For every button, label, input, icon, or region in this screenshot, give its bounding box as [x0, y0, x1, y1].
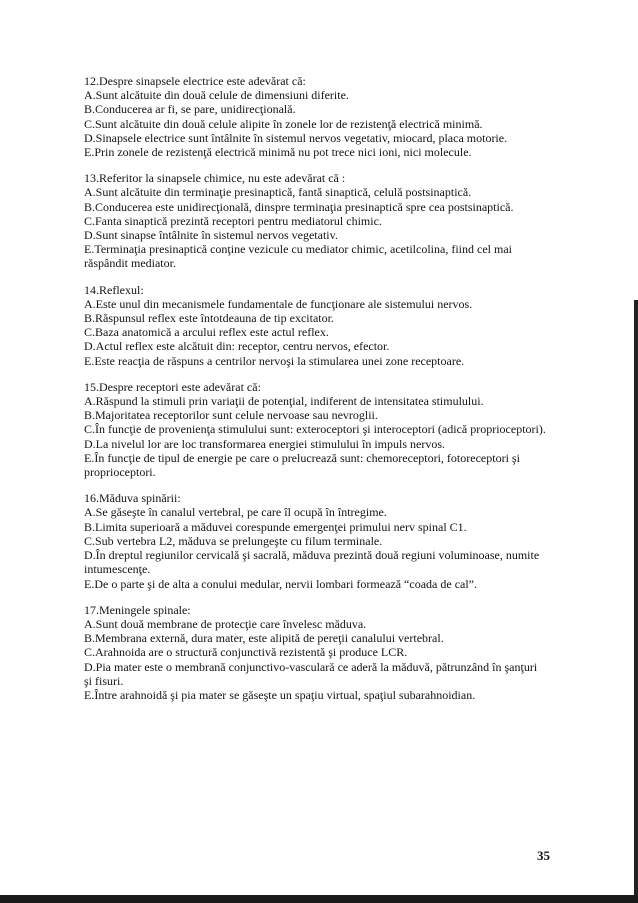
option-a: A.Se găseşte în canalul vertebral, pe care îl ocupă în întregime.: [84, 505, 387, 520]
option-a: A.Sunt alcătuite din terminaţie presinaptică, fantă sinaptică, celulă postsinaptică.: [84, 185, 472, 200]
option-e: E.Între arahnoidă şi pia mater se găseşte un spaţiu virtual, spaţiul subarahnoidian.: [84, 687, 476, 702]
option-e: E.Prin zonele de rezistenţă electrică minimă nu pot trece nici ioni, nici molecule.: [84, 145, 472, 160]
option-d: D.Sunt sinapse întâlnite în sistemul nervos vegetativ.: [84, 228, 338, 243]
option-b: B.Majoritatea receptorilor sunt celule nervoase sau nevroglii.: [84, 408, 378, 423]
question-title: 12.Despre sinapsele electrice este adevărat că:: [84, 74, 306, 88]
option-b: B.Conducerea este unidirecţională, dinspre terminaţia presinaptică spre cea postsinaptică.: [84, 199, 514, 214]
page-number: 35: [537, 848, 550, 863]
option-e: E.În funcţie de tipul de energie pe care o prelucrează sunt: chemoreceptori, fotoreceptori şi proprioceptori.: [84, 450, 520, 480]
option-a: A.Este unul din mecanismele fundamentale de funcţionare ale sistemului nervos.: [84, 296, 473, 311]
option-c: C.Fanta sinaptică prezintă receptori pentru mediatorul chimic.: [84, 213, 382, 228]
option-b: B.Conducerea ar fi, se pare, unidirecţională.: [84, 102, 296, 117]
option-b: B.Limita superioară a măduvei corespunde emergenţei primului nerv spinal C1.: [84, 519, 467, 534]
question-16: [84, 491, 548, 590]
question-15: [84, 380, 548, 479]
option-d: D.Pia mater este o membrană conjunctivo-vasculară ce aderă la măduvă, pătrunzând în şanţuri şi fisuri.: [84, 659, 538, 688]
option-c: C.Sunt alcătuite din două celule alipite în zonele lor de rezistenţă electrică minimă.: [84, 116, 483, 131]
option-c: C.Baza anatomică a arcului reflex este actul reflex.: [84, 325, 329, 340]
option-a: A.Sunt alcătuite din două celule de dimensiuni diferite.: [84, 88, 349, 103]
option-e: E.Terminaţia presinaptică conţine vezicule cu mediator chimic, acetilcolina, fiind cel mai răspândit mediator.: [84, 242, 512, 271]
question-title: 17.Meningele spinale:: [84, 602, 191, 617]
option-c: C.Arahnoida are o structură conjunctivă rezistentă şi produce LCR.: [84, 645, 408, 660]
option-c: C.În funcţie de provenienţa stimulului sunt: exteroceptori şi interoceptori (adică proprioceptori).: [84, 422, 546, 437]
questions-list: [84, 74, 548, 714]
option-d: D.În dreptul regiunilor cervicală şi sacrală, măduva prezintă două regiuni voluminoase, numite intumescenţe.: [84, 548, 540, 577]
question-17: [84, 603, 548, 702]
option-b: B.Membrana externă, dura mater, este alipită de pereţii canalului vertebral.: [84, 631, 444, 646]
option-a: A.Sunt două membrane de protecţie care învelesc măduva.: [84, 616, 367, 631]
option-c: C.Sub vertebra L2, măduva se prelungeşte cu filum terminale.: [84, 533, 383, 548]
option-b: B.Răspunsul reflex este întotdeauna de tip excitator.: [84, 311, 334, 326]
question-12: [84, 74, 548, 159]
option-d: D.Sinapsele electrice sunt întâlnite în sistemul nervos vegetativ, miocard, placa motorie.: [84, 130, 508, 145]
scan-edge-right: [634, 300, 638, 903]
scan-edge-bottom: [0, 895, 638, 903]
option-e: E.De o parte şi de alta a conului medular, nervii lombari formează “coada de cal”.: [84, 576, 477, 591]
option-d: D.Actul reflex este alcătuit din: receptor, centru nervos, efector.: [84, 339, 390, 354]
option-e: E.Este reacţia de răspuns a centrilor nervoşi la stimularea unei zone receptoare.: [84, 353, 465, 368]
question-title: 15.Despre receptori este adevărat că:: [84, 379, 261, 394]
option-d: D.La nivelul lor are loc transformarea energiei stimulului în impuls nervos.: [84, 436, 446, 451]
question-title: 13.Referitor la sinapsele chimice, nu este adevărat că :: [84, 171, 346, 186]
question-title: 16.Măduva spinării:: [84, 491, 181, 506]
option-a: A.Răspund la stimuli prin variaţii de potenţial, indiferent de intensitatea stimulului.: [84, 394, 484, 409]
question-title: 14.Reflexul:: [84, 282, 144, 297]
question-14: [84, 283, 548, 368]
question-13: [84, 171, 548, 270]
